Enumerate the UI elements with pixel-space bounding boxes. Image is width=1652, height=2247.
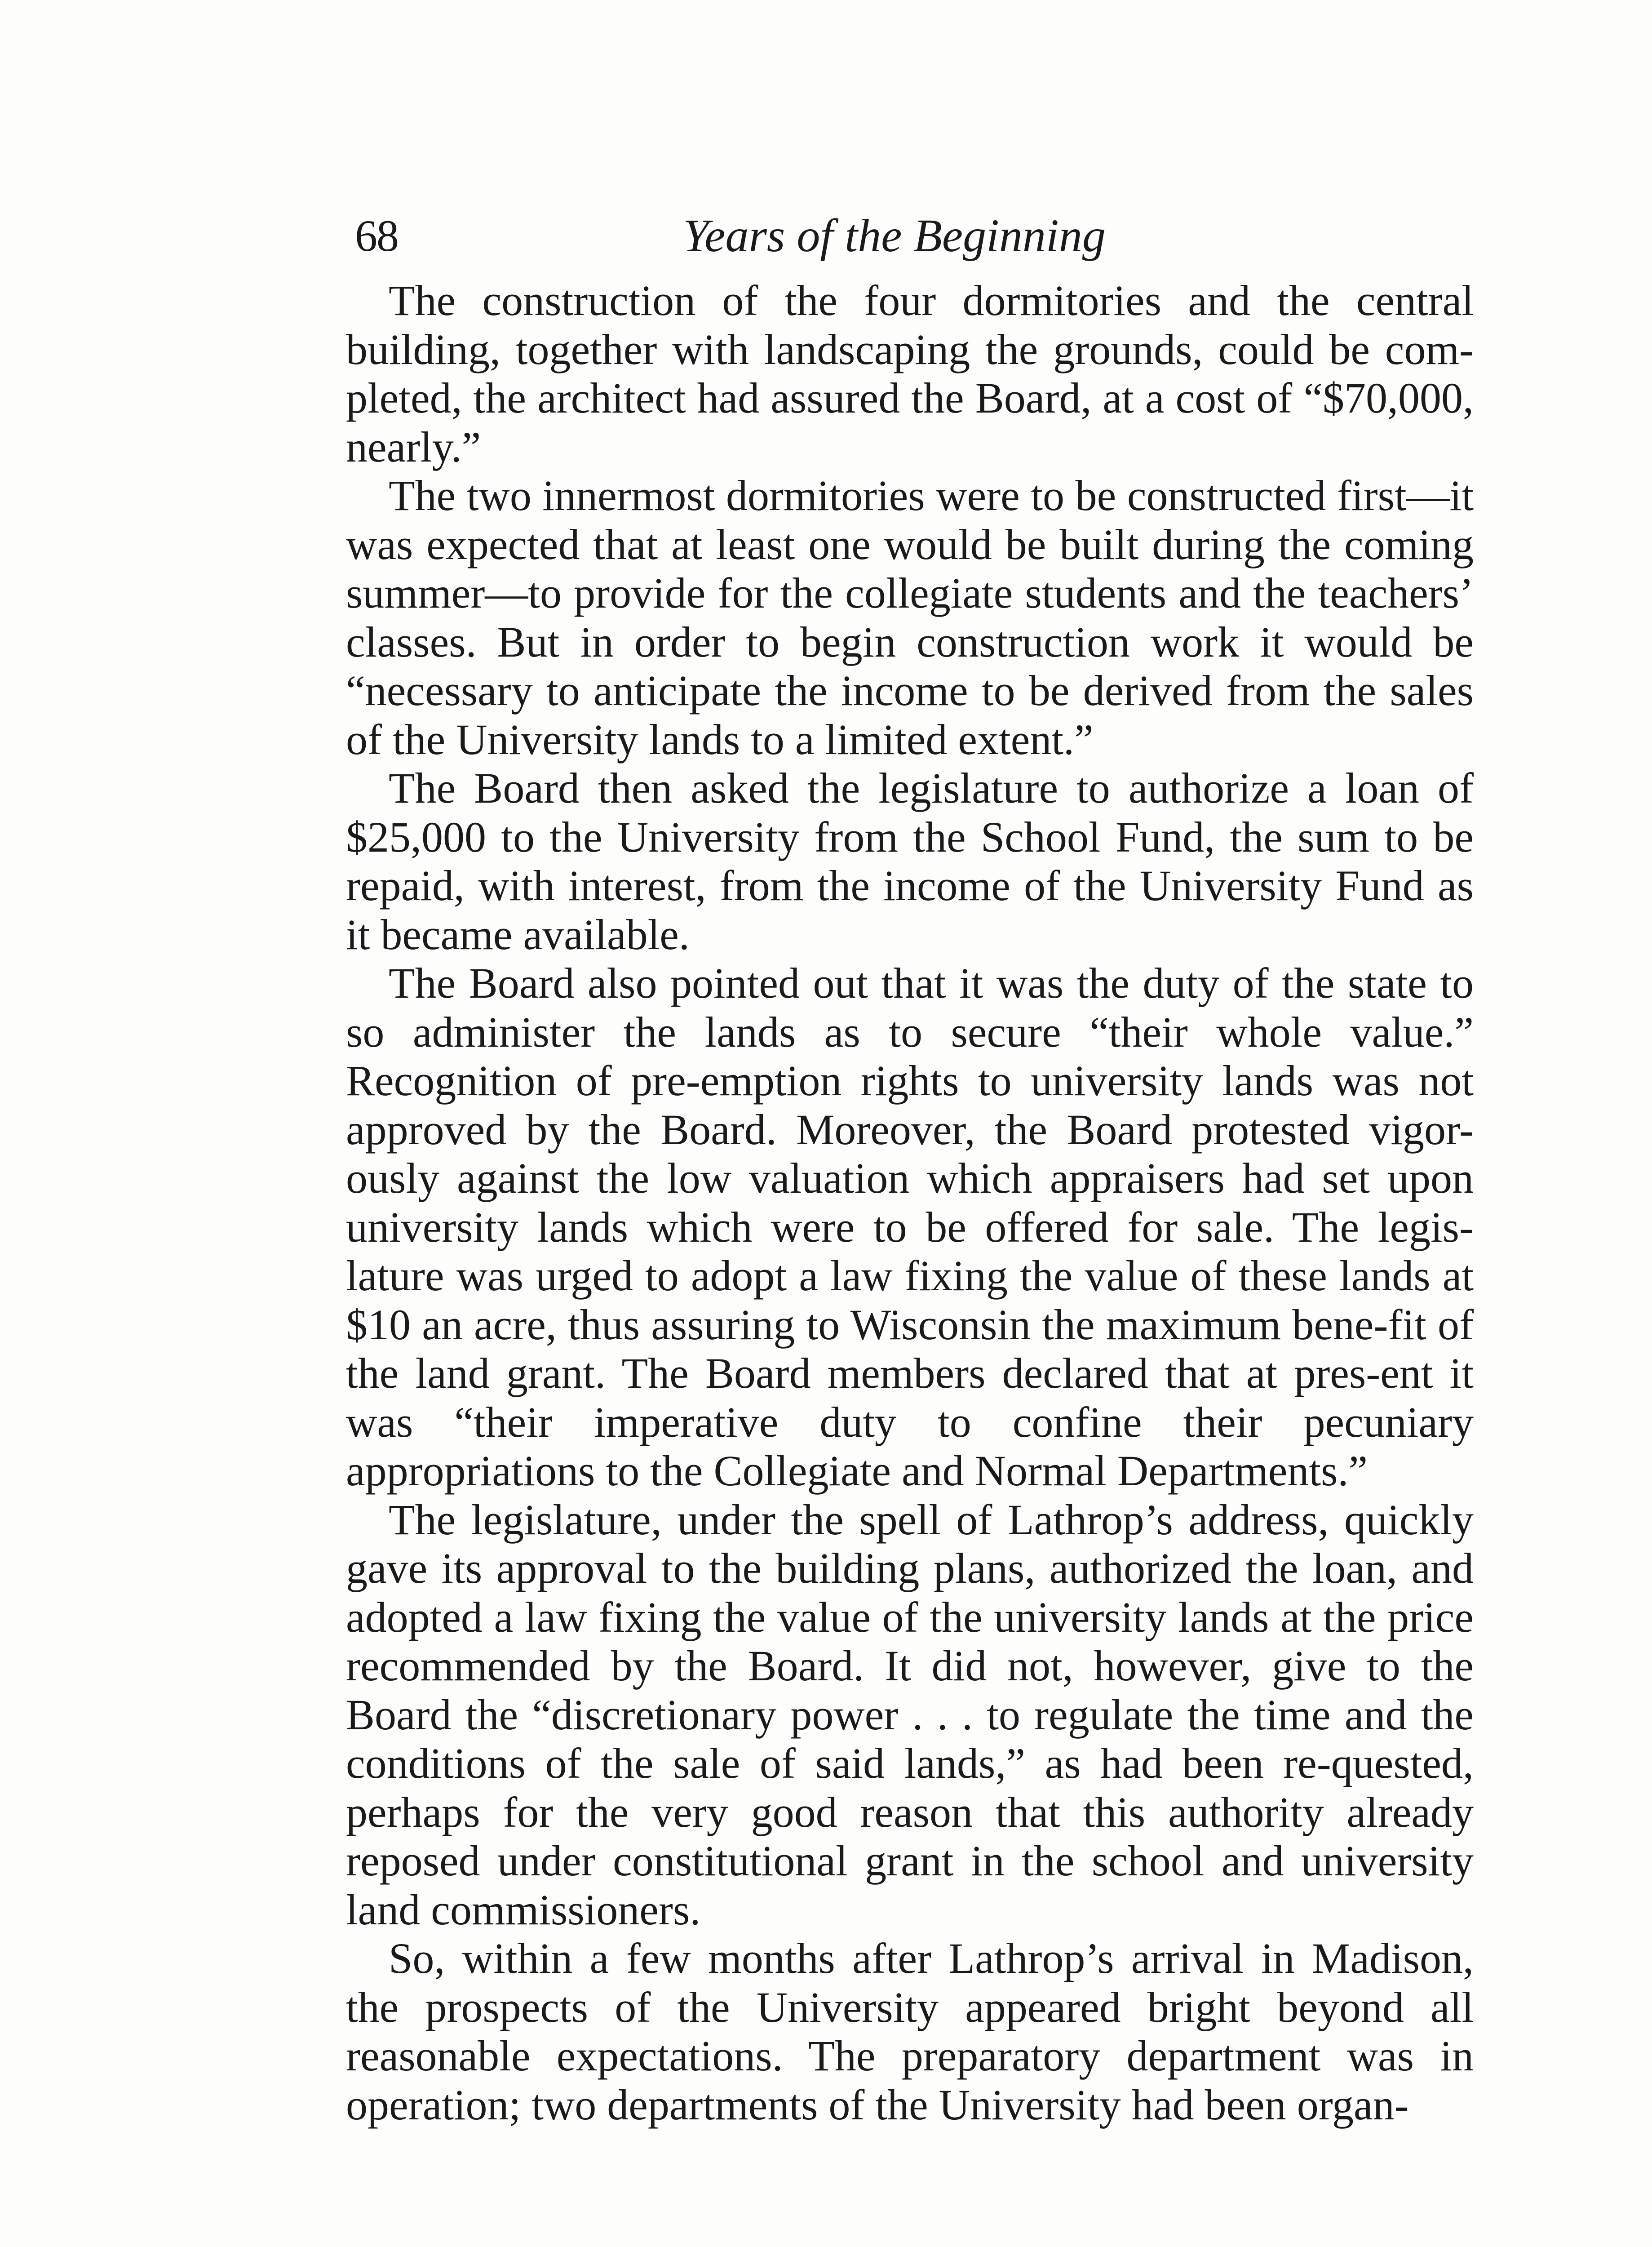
page-number: 68 xyxy=(355,211,398,261)
page-header xyxy=(355,202,1155,270)
body-text xyxy=(346,276,1474,2129)
paragraph: The Board also pointed out that it was the duty of the state to so administer the lands as to secure “their whole value.” Recognition of pre-emption rights to university lands was not approved by the Board. Moreover, the Board protested vigor-ously against the low valuation which appraisers had set upon university lands which were to be offered for sale. The legis-lature was urged to adopt a law fixing the value of these lands at $10 an acre, thus assuring to Wisconsin the maximum bene-fit of the land grant. The Board members declared that at pres-ent it was “their imperative duty to confine their pecuniary appropriations to the Collegiate and Normal Departments.” xyxy=(346,959,1474,1495)
paragraph: The legislature, under the spell of Lathrop’s address, quickly gave its approval to the building plans, authorized the loan, and adopted a law fixing the value of the university lands at the price recommended by the Board. It did not, however, give to the Board the “discretionary power . . . to regulate the time and the conditions of the sale of said lands,” as had been re-quested, perhaps for the very good reason that this authority already reposed under constitutional grant in the school and university land commissioners. xyxy=(346,1495,1474,1934)
paragraph: The construction of the four dormitories and the central building, together with landscaping the grounds, could be com-pleted, the architect had assured the Board, at a cost of “$70,000, nearly.” xyxy=(346,276,1474,471)
paragraph: So, within a few months after Lathrop’s arrival in Madison, the prospects of the University appeared bright beyond all reasonable expectations. The preparatory department was in operation; two departments of the University had been organ- xyxy=(346,1934,1474,2129)
running-title: Years of the Beginning xyxy=(683,210,1106,262)
paragraph: The two innermost dormitories were to be constructed first—it was expected that at least one would be built during the coming summer—to provide for the collegiate students and the teachers’ classes. But in order to begin construction work it would be “necessary to anticipate the income to be derived from the sales of the University lands to a limited extent.” xyxy=(346,471,1474,764)
paragraph: The Board then asked the legislature to authorize a loan of $25,000 to the University from the School Fund, the sum to be repaid, with interest, from the income of the University Fund as it became available. xyxy=(346,764,1474,959)
